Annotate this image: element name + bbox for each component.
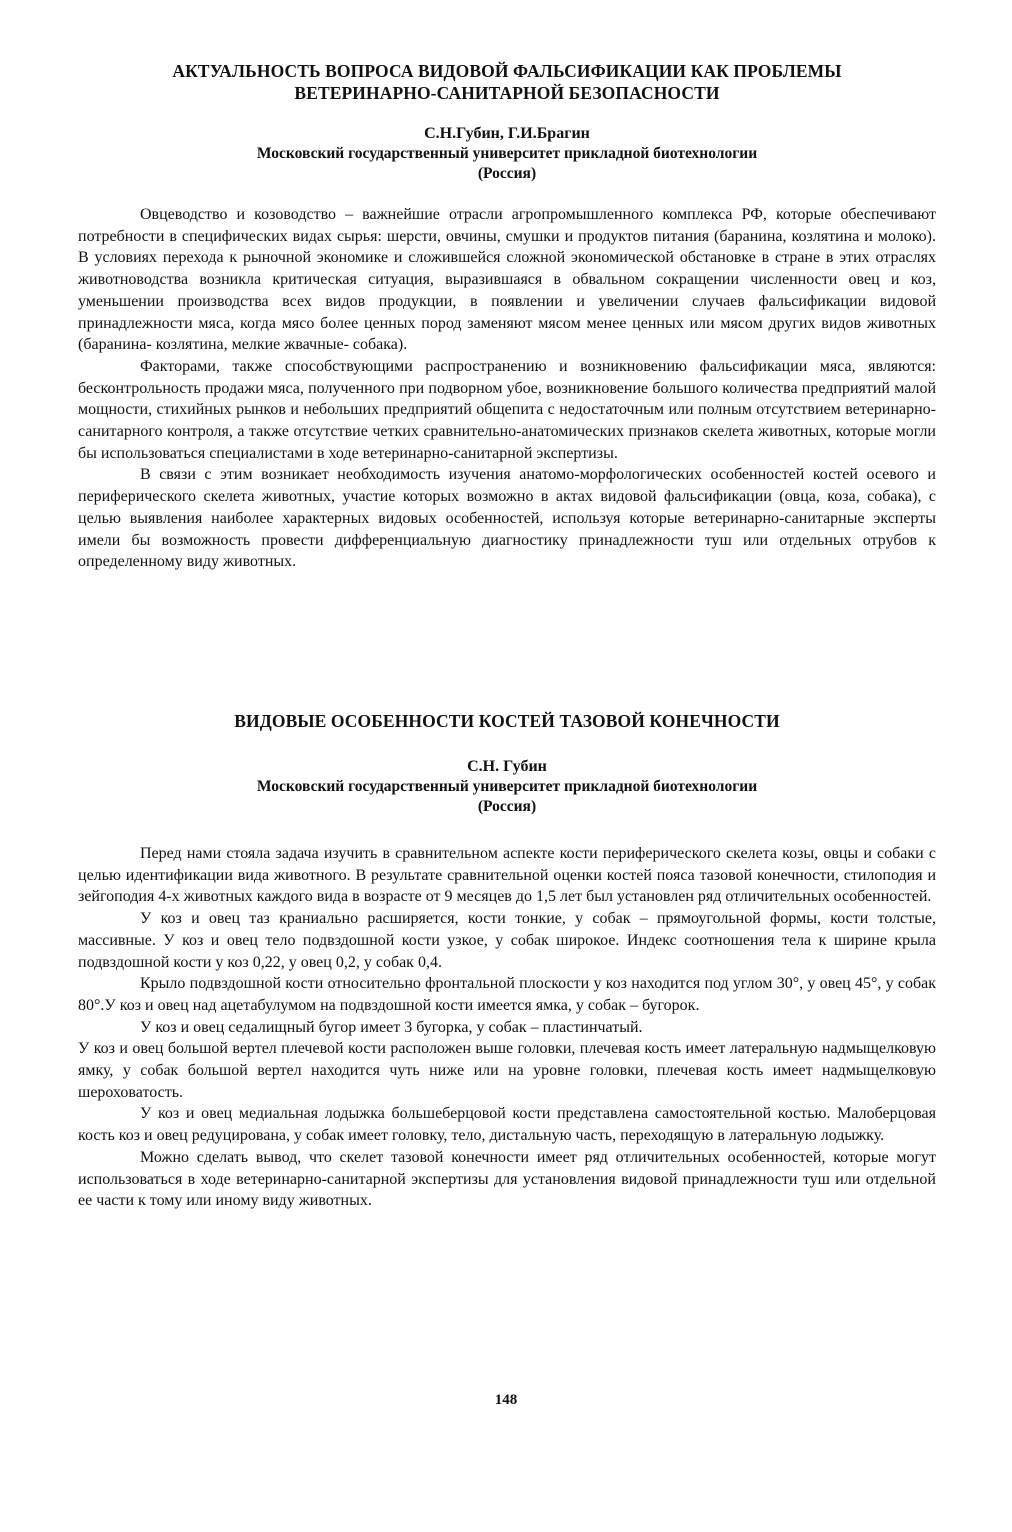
article-country: (Россия): [477, 798, 537, 815]
page-number: 148: [494, 1392, 518, 1408]
paragraph: В связи с этим возникает необходимость изучения анатомо-морфологических особенностей костей осевого и периферического скелета животных, участие которых возможно в актах видовой фальсификации (овца, коза, собака), с целью выявления наиболее характерных видовых особенностей, используя которые ветеринарно-санитарные эксперты имели бы возможность провести дифференциальную диагностику принадлежности туш или отдельных отрубов к определенному виду животных.: [78, 466, 936, 571]
paragraph: У коз и овец седалищный бугор имеет 3 бугорка, у собак – пластинчатый.: [140, 1018, 643, 1036]
paragraph: Перед нами стояла задача изучить в сравнительном аспекте кости периферического скелета козы, овцы и собаки с целью идентификации вида животного. В результате сравнительной оценки костей пояса тазовой конечности, стилоподия и зейгоподия 4-х животных каждого вида в возрасте от 9 месяцев до 1,5 лет был установлен ряд отличительных особенностей.: [78, 845, 936, 906]
paragraph: У коз и овец медиальная лодыжка большеберцовой кости представлена самостоятельной костью. Малоберцовая кость коз и овец редуцирована, у собак имеет головку, тело, дистальную часть, переходящую в латеральную лодыжку.: [78, 1105, 936, 1145]
article-pelvic-limb: [78, 710, 936, 1212]
article-title-line-1: АКТУАЛЬНОСТЬ ВОПРОСА ВИДОВОЙ ФАЛЬСИФИКАЦИИ КАК ПРОБЛЕМЫ: [172, 61, 842, 81]
article-affiliation: Московский государственный университет прикладной биотехнологии: [256, 778, 758, 795]
article-affiliation: Московский государственный университет прикладной биотехнологии: [256, 145, 758, 162]
article-title: ВИДОВЫЕ ОСОБЕННОСТИ КОСТЕЙ ТАЗОВОЙ КОНЕЧНОСТИ: [234, 711, 780, 731]
paragraph: У коз и овец таз краниально расширяется, кости тонкие, у собак – прямоугольной формы, кости толстые, массивные. У коз и овец тело подвздошной кости узкое, у собак широкое. Индекс соотношения тела к ширине крыла подвздошной кости у коз 0,22, у овец 0,2, у собак 0,4.: [78, 910, 936, 971]
paragraph: У коз и овец большой вертел плечевой кости расположен выше головки, плечевая кость имеет латеральную надмыщелковую ямку, у собак большой вертел находится чуть ниже или на уровне головки, плечевая кость имеет надмыщелковую шероховатость.: [78, 1040, 936, 1101]
paragraph: Факторами, также способствующими распространению и возникновению фальсификации мяса, являются: бесконтрольность продажи мяса, полученного при подворном убое, возникновение большого количества предприятий малой мощности, стихийных рынков и небольших предприятий общепита с недостаточным или полным отсутствием ветеринарно-санитарного контроля, а также отсутствие четких сравнительно-анатомических признаков скелета животных, которые могли бы использоваться специалистами в ходе ветеринарно-санитарной экспертизы.: [78, 357, 936, 462]
article-authors: С.Н.Губин, Г.И.Брагин: [424, 125, 590, 142]
article-country: (Россия): [477, 165, 537, 182]
paragraph: Крыло подвздошной кости относительно фронтальной плоскости у коз находится под углом 30°, у овец 45°, у собак 80°.У коз и овец над ацетабулумом на подвздошной кости имеется ямка, у собак – бугорок.: [78, 975, 936, 1014]
paragraph: Можно сделать вывод, что скелет тазовой конечности имеет ряд отличительных особенностей, которые могут использоваться в ходе ветеринарно-санитарной экспертизы для установления видовой принадлежности туш или отдельной ее части к тому или иному виду животных.: [78, 1148, 936, 1210]
article-title-line-2: ВЕТЕРИНАРНО-САНИТАРНОЙ БЕЗОПАСНОСТИ: [294, 83, 720, 103]
article-body: [78, 204, 936, 573]
article-body: [78, 843, 936, 1212]
article-actuality: [78, 60, 936, 573]
paragraph: Овцеводство и козоводство – важнейшие отрасли агропромышленного комплекса РФ, которые обеспечивают потребности в специфических видах сырья: шерсти, овчины, смушки и продуктов питания (баранина, козлятина и молоко). В условиях перехода к рыночной экономике и сложившейся сложной экономической обстановке в стране в этих отраслях животноводства возникла критическая ситуация, выразившаяся в обвальном сокращении численности овец и коз, уменьшении производства всех видов продукции, в появлении и увеличении случаев фальсификации видовой принадлежности мяса, когда мясо более ценных пород заменяют мясом менее ценных или мясом других видов животных (баранина- козлятина, мелкие жвачные- собака).: [78, 206, 936, 354]
article-authors: С.Н. Губин: [467, 758, 547, 775]
